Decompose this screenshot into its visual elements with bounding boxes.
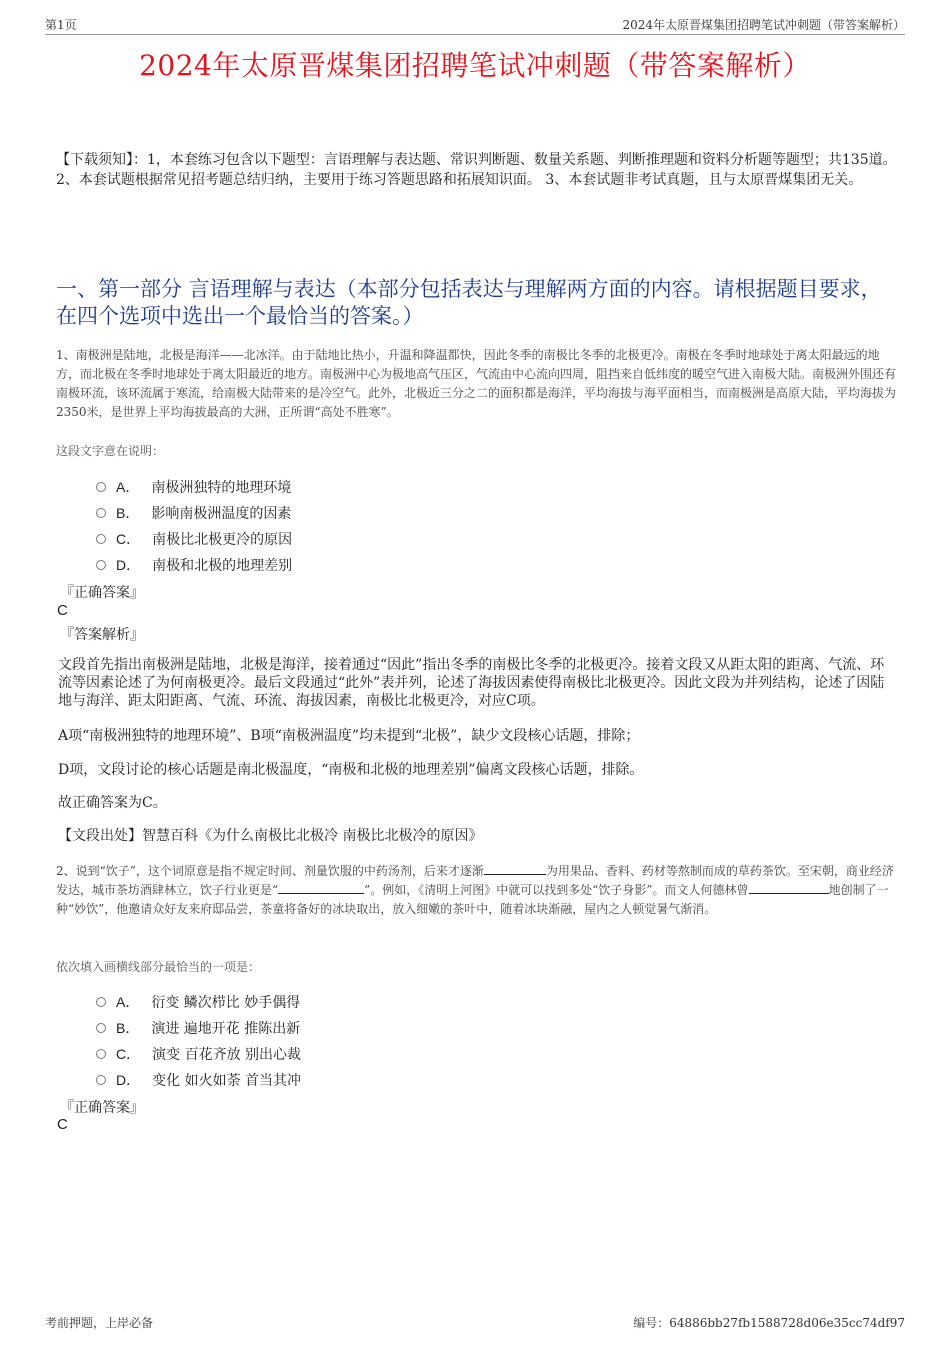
option-letter: D． bbox=[116, 1072, 141, 1088]
q1-analysis-paragraph: 文段首先指出南极洲是陆地，北极是海洋，接着通过“因此”指出冬季的南极比冬季的北极更冷。接着文段又从距太阳的距离、气流、环流等因素论述了为何南极更冷。最后文段通过“此外”表并列，论述了海拔因素使得南极比北极更冷。因此文段为并列结构，论述了因陆地与海洋、距太阳距离、气流、环流、海拔因素，南极比北极更冷，对应C项。 bbox=[58, 657, 885, 709]
q2-answer-label: 『正确答案』 bbox=[60, 1100, 144, 1116]
option-text: 演进 遍地开花 推陈出新 bbox=[151, 1021, 301, 1037]
document-title: 2024年太原晋煤集团招聘笔试冲刺题（带答案解析） bbox=[139, 49, 811, 82]
q1-answer-label: 『正确答案』 bbox=[60, 585, 144, 601]
q1-source: 【文段出处】智慧百科《为什么南极比北极冷 南极比北极冷的原因》 bbox=[58, 828, 483, 844]
fill-blank bbox=[278, 881, 364, 894]
q1-option-c[interactable] bbox=[96, 529, 292, 549]
q1-analysis-paragraph: 故正确答案为C。 bbox=[58, 795, 167, 811]
q1-answer: C bbox=[57, 602, 68, 619]
option-letter: B． bbox=[116, 505, 140, 521]
footer-doc-id: 编号：64886bb27fb1588728d06e35cc74df97 bbox=[633, 1316, 905, 1330]
section-title: 一、第一部分 言语理解与表达（本部分包括表达与理解两方面的内容。请根据题目要求，在四个选项中选出一个最恰当的答案。） bbox=[56, 277, 882, 328]
option-letter: B． bbox=[116, 1020, 140, 1036]
radio-icon[interactable] bbox=[96, 482, 106, 492]
q2-option-d[interactable] bbox=[96, 1070, 301, 1090]
option-text: 变化 如火如荼 首当其冲 bbox=[152, 1073, 302, 1089]
option-letter: D． bbox=[116, 557, 141, 573]
option-text: 演变 百花齐放 别出心裁 bbox=[152, 1047, 302, 1063]
option-text: 南极比北极更冷的原因 bbox=[152, 532, 293, 548]
option-letter: C． bbox=[116, 1046, 141, 1062]
radio-icon[interactable] bbox=[96, 534, 106, 544]
fill-blank bbox=[749, 881, 829, 894]
page-number: 第1页 bbox=[45, 18, 77, 32]
q1-analysis-paragraph: D项，文段讨论的核心话题是南北极温度，“南极和北极的地理差别”偏离文段核心话题，排除。 bbox=[58, 762, 644, 778]
footer-slogan: 考前押题，上岸必备 bbox=[45, 1316, 154, 1330]
question-1-prompt: 这段文字意在说明： bbox=[56, 444, 165, 458]
option-text: 影响南极洲温度的因素 bbox=[151, 506, 292, 522]
question-1-stem: 1、南极洲是陆地，北极是海洋——北冰洋。由于陆地比热小，升温和降温都快，因此冬季的南极比冬季的北极更冷。南极在冬季时地球处于离太阳最远的地方，而北极在冬季时地球处于离太阳最近的地方。南极洲中心为极地高气压区，气流由中心流向四周，阻挡来自低纬度的暖空气进入南极大陆。南极洲外围还有南极环流，该环流属于寒流，给南极大陆带来的是冷空气。此外，北极近三分之二的面积都是海洋，平均海拔与海平面相当，而南极洲是高原大陆，平均海拔为2350米，是世界上平均海拔最高的大洲，正所谓“高处不胜寒”。 bbox=[56, 348, 897, 419]
header-doc-name: 2024年太原晋煤集团招聘笔试冲刺题（带答案解析） bbox=[622, 18, 905, 32]
q2-option-a[interactable] bbox=[96, 992, 300, 1012]
option-letter: C． bbox=[116, 531, 141, 547]
radio-icon[interactable] bbox=[96, 508, 106, 518]
download-notice: 【下载须知】：1，本套练习包含以下题型：言语理解与表达题、常识判断题、数量关系题、判断推理题和资料分析题等题型；共135道。 2、本套试题根据常见招考题总结归纳，主要用于练习答题思路和拓展知识面。 3、本套试题非考试真题，且与太原晋煤集团无关。 bbox=[56, 152, 897, 188]
q1-option-b[interactable] bbox=[96, 503, 291, 523]
radio-icon[interactable] bbox=[96, 1075, 106, 1085]
q2-option-b[interactable] bbox=[96, 1018, 300, 1038]
radio-icon[interactable] bbox=[96, 997, 106, 1007]
q2-answer: C bbox=[57, 1116, 68, 1133]
question-2-stem: 2、说到“饮子”，这个词原意是指不规定时间、剂量饮服的中药汤剂，后来才逐渐 为用果品、香料、药材等熬制而成的草药茶饮。至宋朝，商业经济发达，城市茶坊酒肆林立，饮子行业更是“ ”。例如，《清明上河图》中就可以找到多处“饮子身影”。而文人何德林曾 地创制了一种“妙饮”，他邀请众好友来府邸品尝，茶童将备好的冰块取出，放入细嫩的茶叶中，随着冰块渐融，屋内之人顿觉暑气渐消。 bbox=[56, 864, 894, 916]
q1-analysis-label: 『答案解析』 bbox=[60, 627, 144, 643]
question-2-prompt: 依次填入画横线部分最恰当的一项是： bbox=[56, 960, 261, 974]
q2-option-c[interactable] bbox=[96, 1044, 301, 1064]
option-text: 南极和北极的地理差别 bbox=[152, 558, 293, 574]
radio-icon[interactable] bbox=[96, 560, 106, 570]
q1-analysis-paragraph: A项“南极洲独特的地理环境”、B项“南极洲温度”均未提到“北极”，缺少文段核心话题，排除； bbox=[58, 728, 640, 744]
page-header bbox=[45, 14, 905, 35]
option-text: 南极洲独特的地理环境 bbox=[151, 480, 292, 496]
option-letter: A． bbox=[116, 479, 140, 495]
q1-option-d[interactable] bbox=[96, 555, 292, 575]
radio-icon[interactable] bbox=[96, 1023, 106, 1033]
option-text: 衍变 鳞次栉比 妙手偶得 bbox=[151, 995, 301, 1011]
radio-icon[interactable] bbox=[96, 1049, 106, 1059]
fill-blank bbox=[484, 862, 546, 875]
q1-option-a[interactable] bbox=[96, 477, 291, 497]
option-letter: A． bbox=[116, 994, 140, 1010]
